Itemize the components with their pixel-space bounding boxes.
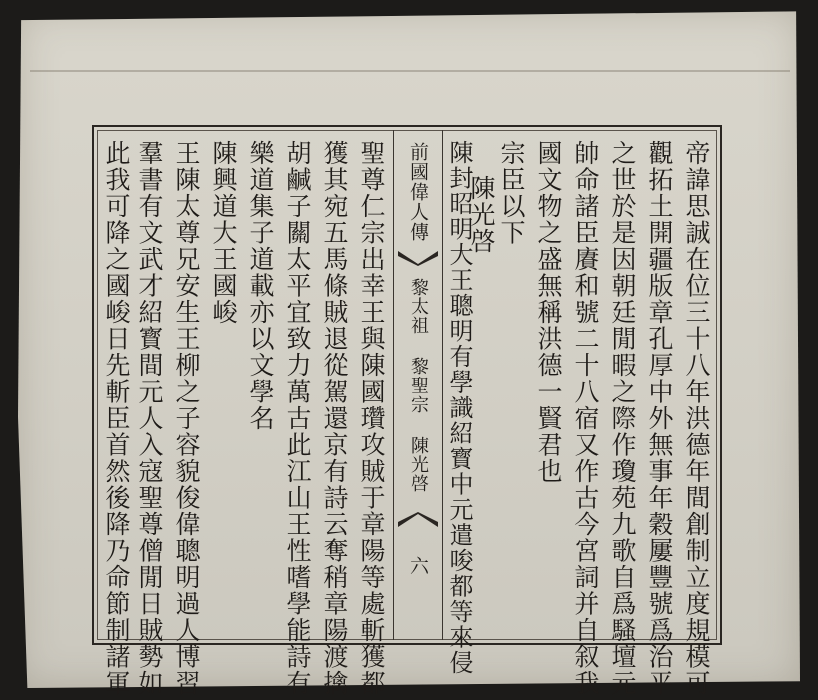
text-column: 宗臣以下: [497, 140, 526, 246]
text-column: 樂道集子道載亦以文學名: [246, 140, 275, 432]
section-names: 黎太祖 黎聖宗 陳光啓: [408, 278, 429, 493]
text-column: 帝諱思誠在位三十八年洪德年間創制立度規模可: [682, 140, 711, 697]
text-column: 國文物之盛無稱洪德一賢君也: [534, 140, 563, 485]
fold-line: [30, 70, 790, 72]
text-column: 之世於是因朝廷閒暇之際作瓊苑九歌自爲騷壇元: [608, 140, 637, 697]
book-title: 前國偉人傳: [407, 142, 429, 242]
page-number: 六: [407, 556, 429, 576]
text-column: 帥命諸臣賡和號二十八宿又作古今宮詞并自叙我: [571, 140, 600, 697]
text-column: 陳興道大王國峻: [209, 140, 238, 326]
text-column: 陳封昭明大王聰明有學識紹寳中元遣唆都等來侵: [445, 140, 473, 676]
text-column: 聖尊仁宗出幸王與陳國瓚攻賊于章陽等處斬獲都: [357, 140, 386, 697]
fishtail-lower: [396, 512, 440, 528]
text-column: 此我可降之國峻日先斬臣首然後降乃命節制諸軍: [102, 140, 131, 697]
text-column: 觀拓土開疆版章孔厚中外無事年穀屢豐號爲治平: [645, 140, 674, 697]
text-column: 羣書有文武才紹寳間元人入寇聖尊僧閒日賊勢如: [135, 140, 164, 697]
text-column: 陳光啓: [467, 175, 496, 255]
text-column: 獲其宛五馬條賊退從駕還京有詩云奪稍章陽渡擒: [320, 140, 349, 697]
text-column: 胡鹹子關太平宜致力萬古此江山王性嗜學能詩有: [283, 140, 312, 697]
fishtail-upper: [396, 250, 440, 266]
text-column: 王陳太尊兄安生王柳之子容貌俊偉聰明過人博習: [172, 140, 201, 697]
